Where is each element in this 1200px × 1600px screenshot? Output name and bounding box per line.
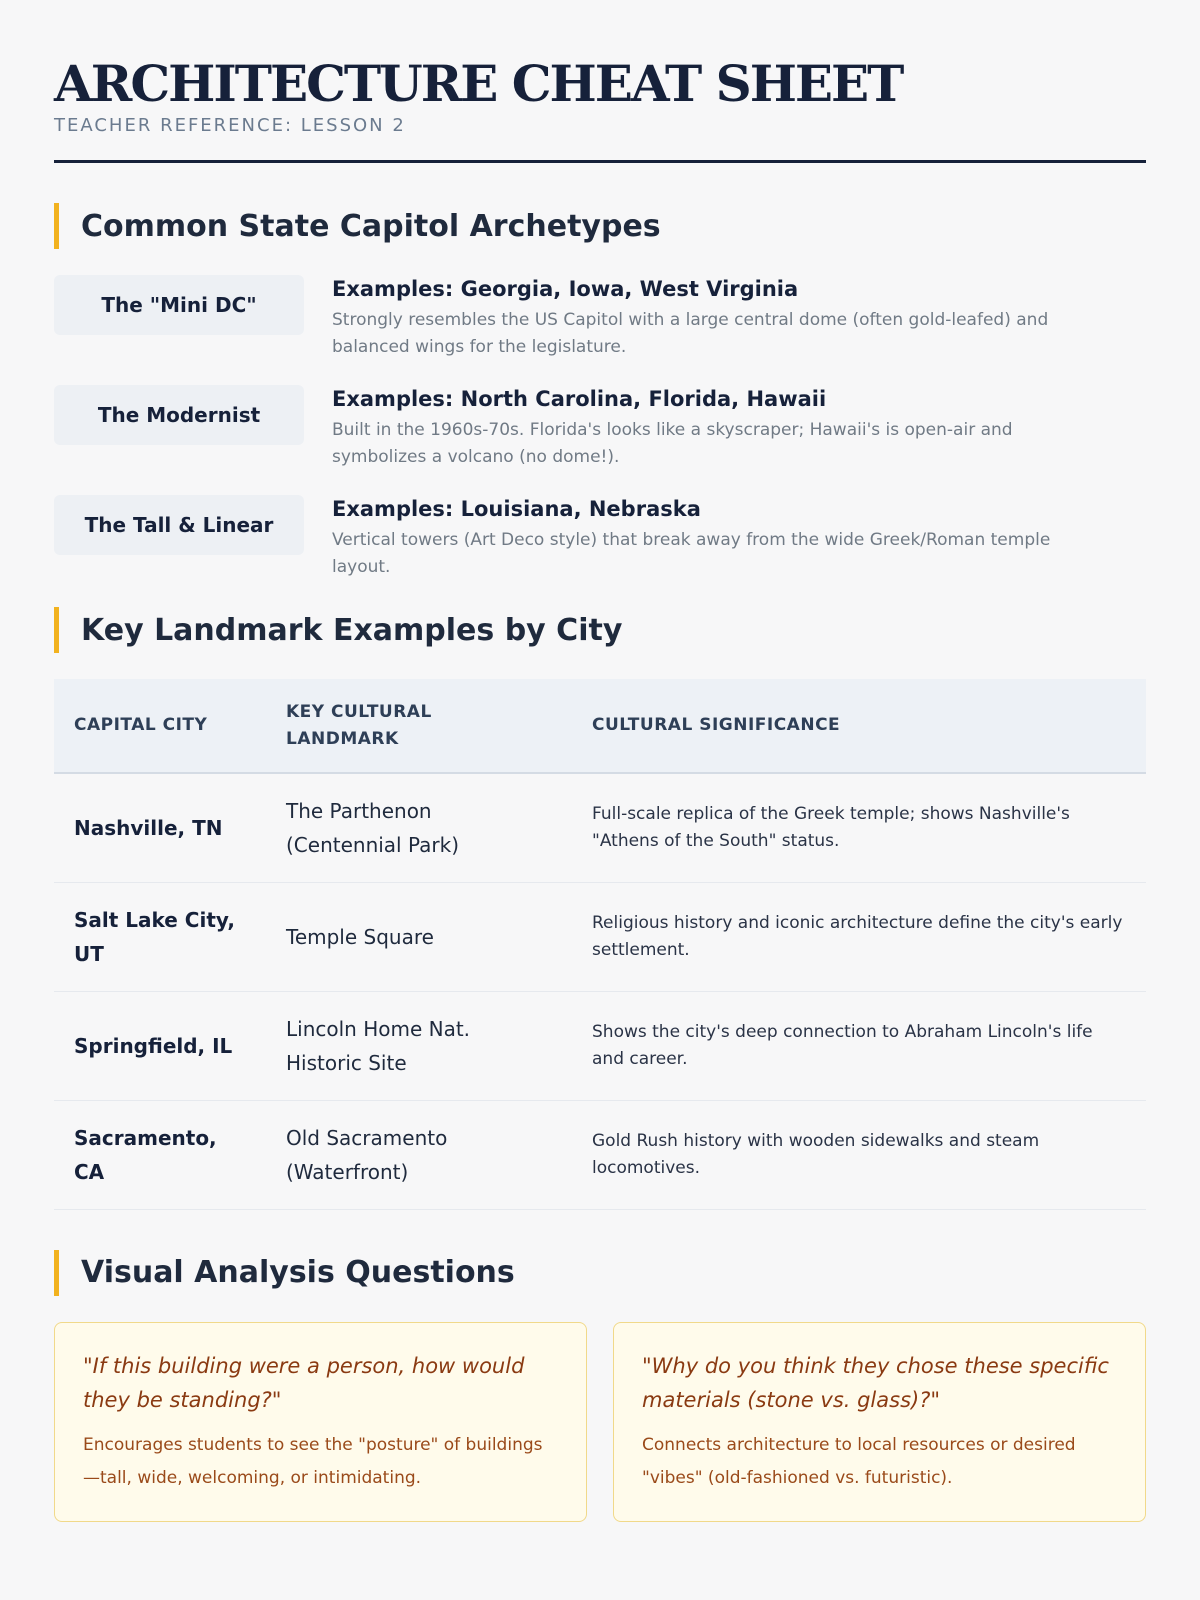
- archetype-description: Strongly resembles the US Capitol with a large central dome (often gold-leafed) and balanced wings for the legislature.: [332, 310, 1049, 357]
- archetype-description: Vertical towers (Art Deco style) that break away from the wide Greek/Roman temple layout.: [332, 530, 1051, 577]
- table-row: [54, 991, 1146, 1100]
- archetype-description: Built in the 1960s-70s. Florida's looks like a skyscraper; Hawaii's is open-air and symbolizes a volcano (no dome!).: [332, 420, 1013, 467]
- archetype-label: The "Mini DC": [54, 275, 304, 335]
- cell-city: Sacramento, CA: [54, 1100, 266, 1209]
- archetype-examples: Examples: North Carolina, Florida, Hawaii: [332, 387, 827, 411]
- cell-landmark: The Parthenon (Centennial Park): [266, 773, 572, 882]
- question-note: Connects architecture to local resources or desired "vibes" (old-fashioned vs. futuristic).: [642, 1434, 1076, 1488]
- table-row: [54, 882, 1146, 991]
- archetype-row: [54, 275, 1146, 361]
- cell-city: Salt Lake City, UT: [54, 882, 266, 991]
- section-heading-questions: Visual Analysis Questions: [54, 1250, 1146, 1296]
- archetype-body: [332, 495, 1112, 581]
- cell-landmark: Temple Square: [266, 882, 572, 991]
- archetype-examples: Examples: Louisiana, Nebraska: [332, 497, 701, 521]
- archetype-label: The Tall & Linear: [54, 495, 304, 555]
- table-row: [54, 773, 1146, 882]
- archetype-body: [332, 385, 1112, 471]
- column-header-city: CAPITAL CITY: [74, 715, 208, 735]
- archetype-body: [332, 275, 1112, 361]
- question-cards: [54, 1322, 1146, 1522]
- table-row: [54, 1100, 1146, 1209]
- cell-city: Nashville, TN: [54, 773, 266, 882]
- cell-significance: Full-scale replica of the Greek temple; shows Nashville's "Athens of the South" status.: [572, 773, 1146, 882]
- question-text: "If this building were a person, how would they be standing?": [83, 1353, 525, 1412]
- column-header-landmark: KEY CULTURAL LANDMARK: [286, 701, 432, 749]
- cell-significance: Religious history and iconic architecture define the city's early settlement.: [572, 882, 1146, 991]
- cell-significance: Gold Rush history with wooden sidewalks and steam locomotives.: [572, 1100, 1146, 1209]
- section-heading-archetypes: Common State Capitol Archetypes: [54, 203, 1146, 249]
- question-card: [613, 1322, 1146, 1522]
- archetype-list: [54, 275, 1146, 581]
- cell-significance: Shows the city's deep connection to Abraham Lincoln's life and career.: [572, 991, 1146, 1100]
- table-header-row: [54, 679, 1146, 773]
- archetype-examples: Examples: Georgia, Iowa, West Virginia: [332, 277, 799, 301]
- page-title: ARCHITECTURE CHEAT SHEET: [54, 54, 903, 113]
- cell-city: Springfield, IL: [54, 991, 266, 1100]
- section-heading-landmarks: Key Landmark Examples by City: [54, 607, 1146, 653]
- archetype-label: The Modernist: [54, 385, 304, 445]
- cell-landmark: Old Sacramento (Waterfront): [266, 1100, 572, 1209]
- header-divider: [54, 160, 1146, 163]
- landmark-table: [54, 679, 1146, 1210]
- page-subtitle: TEACHER REFERENCE: LESSON 2: [54, 115, 406, 136]
- archetype-row: [54, 385, 1146, 471]
- question-text: "Why do you think they chose these specific materials (stone vs. glass)?": [642, 1353, 1109, 1412]
- archetype-row: [54, 495, 1146, 581]
- column-header-significance: CULTURAL SIGNIFICANCE: [592, 715, 841, 735]
- question-card: [54, 1322, 587, 1522]
- cell-landmark: Lincoln Home Nat. Historic Site: [266, 991, 572, 1100]
- question-note: Encourages students to see the "posture" of buildings—tall, wide, welcoming, or intimidating.: [83, 1434, 543, 1488]
